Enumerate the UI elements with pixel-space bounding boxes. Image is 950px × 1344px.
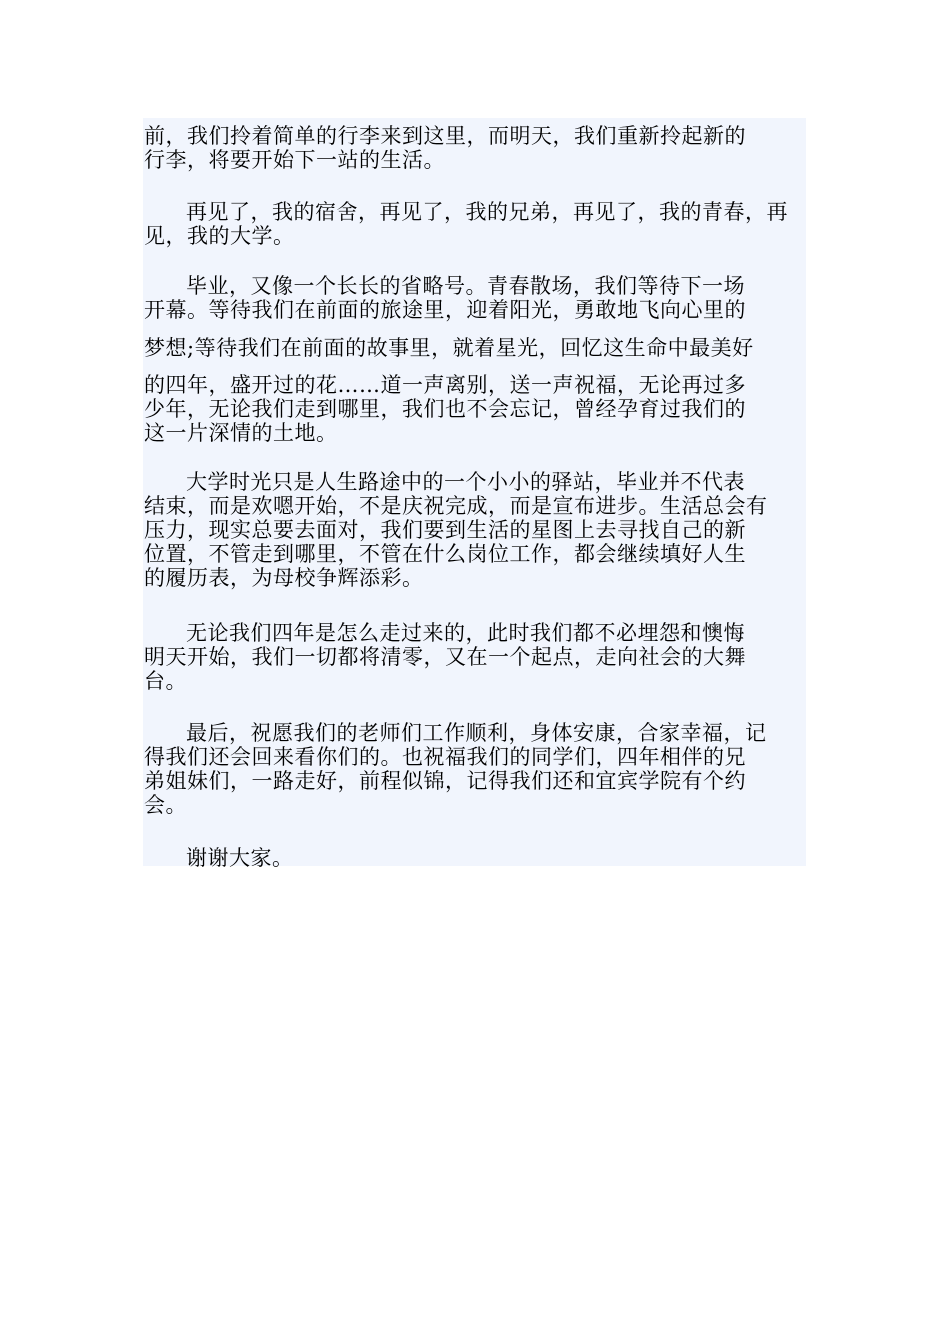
paragraph-5: 无论我们四年是怎么走过来的，此时我们都不必埋怨和懊悔 明天开始，我们一切都将清零，又在一个起点，走向社会的大舞 台。: [144, 621, 746, 693]
paragraph-3: 毕业，又像一个长长的省略号。青春散场，我们等待下一场 开幕。等待我们在前面的旅途里，迎着阳光，勇敢地飞向心里的: [144, 274, 746, 322]
paragraph-2: 再见了，我的宿舍，再见了，我的兄弟，再见了，我的青春，再 见，我的大学。: [144, 200, 788, 248]
paragraph-7: 谢谢大家。: [186, 846, 294, 870]
paragraph-6: 最后，祝愿我们的老师们工作顺利，身体安康，合家幸福，记 得我们还会回来看你们的。也祝福我们的同学们，四年相伴的兄 弟姐妹们，一路走好，前程似锦，记得我们还和宜宾学院有个约 会。: [144, 721, 767, 817]
paragraph-3-line-3: 梦想;等待我们在前面的故事里，就着星光，回忆这生命中最美好: [144, 336, 754, 360]
paragraph-3-continued: 的四年，盛开过的花……道一声离别，送一声祝福，无论再过多 少年，无论我们走到哪里，我们也不会忘记，曾经孕育过我们的 这一片深情的土地。: [144, 373, 746, 445]
paragraph-4: 大学时光只是人生路途中的一个小小的驿站，毕业并不代表 结束，而是欢嗯开始，不是庆祝完成，而是宣布进步。生活总会有 压力，现实总要去面对，我们要到生活的星图上去寻找自己的新 位置，不管走到哪里，不管在什么岗位工作，都会继续填好人生 的履历表，为母校争辉添彩。: [144, 470, 768, 590]
paragraph-1: 前，我们拎着简单的行李来到这里，而明天，我们重新拎起新的 行李，将要开始下一站的生活。: [144, 124, 746, 172]
